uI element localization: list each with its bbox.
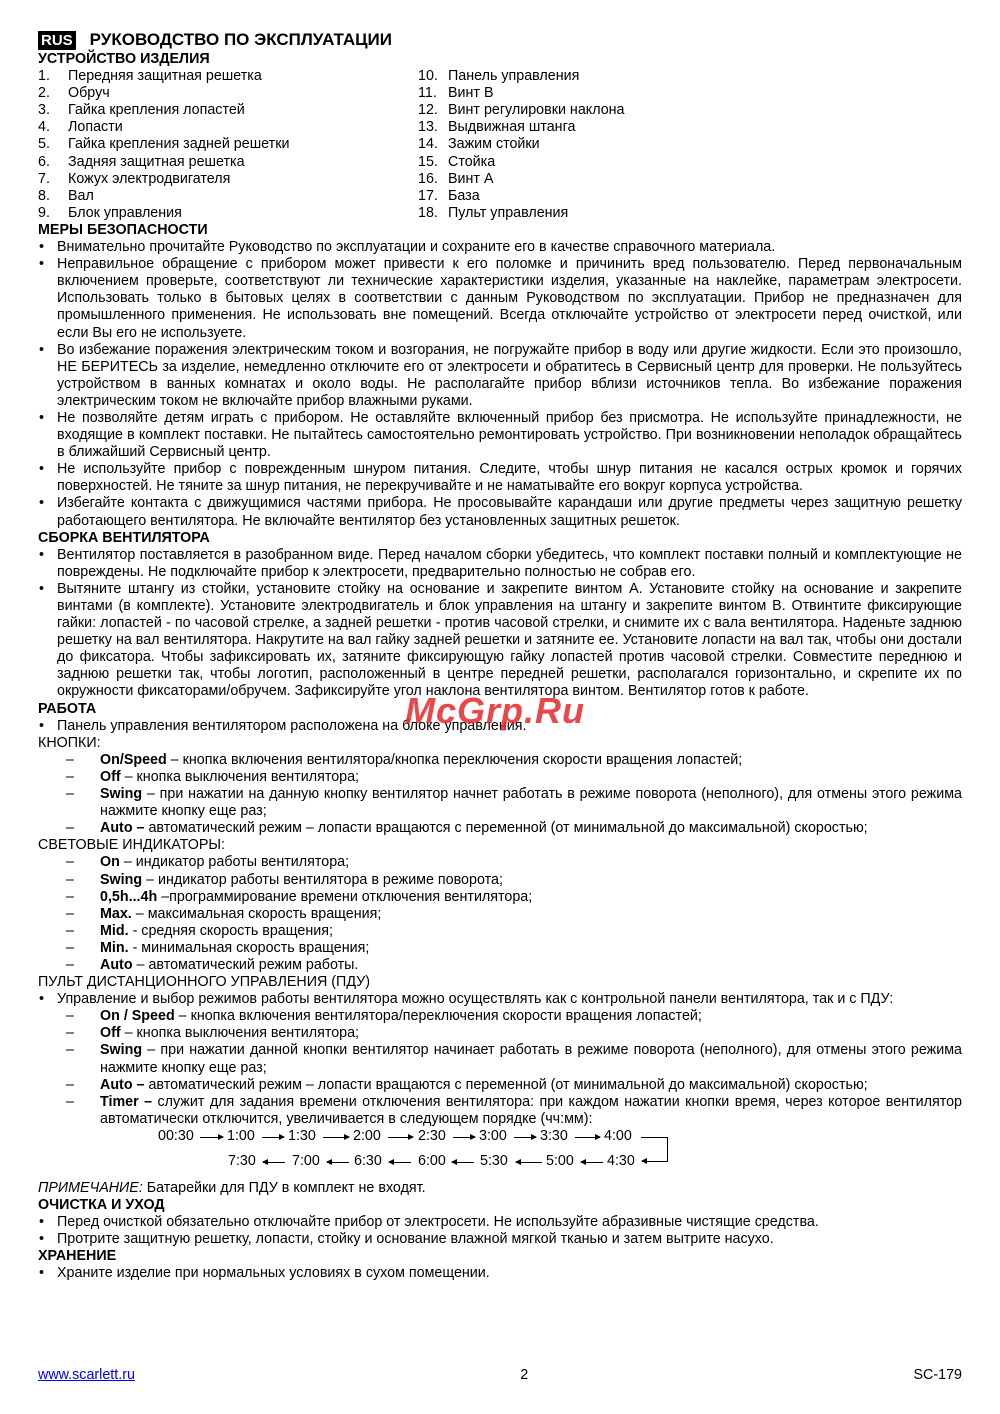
remote-desc: – кнопка выключения вентилятора; [120, 1025, 360, 1042]
list-item [38, 854, 962, 871]
part-label: Выдвижная штанга [448, 119, 576, 136]
list-item [38, 1077, 962, 1094]
page-number: 2 [520, 1367, 529, 1383]
part-item [38, 136, 418, 153]
indicator-key: Swing [100, 871, 143, 888]
list-item: • Не используйте прибор с поврежденным шнуром питания. Следите, чтобы шнур питания не касался острых кромок и горячих поверхностей. Не тяните за шнур питания, не перекручивайте и не наматывайте его вокруг корпуса устройства. [38, 461, 962, 495]
list-item: • Избегайте контакта с движущимися частями прибора. Не просовывайте карандаши или другие предметы через защитную решетку работающего вентилятора. Не включайте вентилятор без установленных защитных решеток. [38, 495, 962, 529]
list-item: • Вытяните штангу из стойки, установите стойку на основание и закрепите винтом А. Установите стойку на основание и закрепите винтами (в комплекте). Установите электродвигатель и блок управления на штангу и закрепите винтом B. Отвинтите фиксирующие гайки: лопастей - по часовой стрелке, а задней решетки - против часовой стрелки, и снимите их с вала вентилятора. Наденьте заднюю решетку на вал вентилятора. Накрутите на вал гайку задней решетки и затяните ее. Установите лопасти на вал так, чтобы они достали до фиксатора. Чтобы зафиксировать их, затяните фиксирующую гайку лопастей против часовой стрелки. Совместите переднюю и заднюю решетки так, чтобы логотип, расположенный в центре передней решетки, располагался горизонтально, и скрепите их по окружности фиксаторами/обручем. Зафиксируйте угол наклона вентилятора винтом. Вентилятор готов к работе. [38, 581, 962, 701]
arrow-right-icon [575, 1137, 600, 1138]
manual-page [38, 30, 962, 1282]
indicator-desc: - средняя скорость вращения; [128, 922, 333, 939]
list-item: • Неправильное обращение с прибором может привести к его поломке и причинить вред пользователю. Перед первоначальным включением проверьте, соответствуют ли технические характеристики изделия, указанные на наклейке, параметрам электросети. Использовать только в бытовых целях в соответствии с данным Руководством по эксплуатации. Прибор не предназначен для промышленного применения. Не использовать вне помещений. Всегда отключайте устройство от электросети перед очисткой, или если Вы его не используете. [38, 256, 962, 341]
indicators-list [38, 854, 962, 974]
part-label: Винт B [448, 85, 494, 102]
part-label: Обруч [68, 85, 110, 102]
indicator-desc: – автоматический режим работы. [132, 956, 359, 973]
button-key: Auto – [100, 820, 145, 837]
arrow-right-icon [323, 1137, 349, 1138]
list-item: • Вентилятор поставляется в разобранном виде. Перед началом сборки убедитесь, что комплект поставки полный и комплектующие не повреждены. Не подключайте прибор к электросети, предварительно полностью не собрав его. [38, 547, 962, 581]
arrow-right-icon [200, 1137, 223, 1138]
timer-value: 2:00 [353, 1127, 381, 1144]
part-number: 16. [418, 170, 438, 187]
operation-heading: РАБОТА [38, 700, 97, 717]
list-item [38, 889, 962, 906]
buttons-heading: КНОПКИ: [38, 734, 101, 751]
timer-value: 1:00 [227, 1127, 255, 1144]
part-label: Стойка [448, 153, 496, 170]
timer-value: 4:30 [607, 1152, 635, 1169]
indicator-desc: – индикатор работы вентилятора; [119, 854, 350, 871]
list-item [38, 940, 962, 957]
part-number: 17. [418, 187, 438, 204]
part-label: Винт регулировки наклона [448, 102, 625, 119]
part-label: Гайка крепления лопастей [68, 102, 245, 119]
remote-desc: – кнопка включения вентилятора/переключения скорости вращения лопастей; [174, 1008, 702, 1025]
indicator-desc: – максимальная скорость вращения; [131, 905, 382, 922]
list-item: • Панель управления вентилятором расположена на блоке управления. [38, 718, 962, 735]
list-item: • Внимательно прочитайте Руководство по эксплуатации и сохраните его в качестве справочного материала. [38, 239, 962, 256]
arrow-left-icon [389, 1162, 411, 1163]
part-label: Блок управления [68, 204, 182, 221]
button-desc: – при нажатии на данную кнопку вентилятор начнет работать в режиме поворота (неполного), для отмены этого режима нажмите кнопку еще раз; [100, 786, 962, 820]
list-item [38, 1094, 962, 1128]
part-number: 14. [418, 136, 438, 153]
part-item [418, 102, 962, 119]
arrow-right-icon [388, 1137, 413, 1138]
timer-value: 7:00 [292, 1152, 320, 1169]
part-number: 7. [38, 170, 50, 187]
button-desc: – кнопка выключения вентилятора; [120, 768, 360, 785]
part-number: 13. [418, 119, 438, 136]
indicator-desc: – индикатор работы вентилятора в режиме поворота; [142, 871, 503, 888]
safety-heading: МЕРЫ БЕЗОПАСНОСТИ [38, 221, 208, 238]
timer-value: 4:00 [604, 1127, 632, 1144]
watermark: McGrp.Ru [405, 690, 586, 731]
part-item [418, 85, 962, 102]
list-item: • Протрите защитную решетку, лопасти, стойку и основание влажной мягкой тканью и затем вытрите насухо. [38, 1231, 962, 1248]
remote-key: Off [100, 1025, 121, 1042]
part-label: Передняя защитная решетка [68, 68, 262, 85]
remote-list [38, 1008, 962, 1128]
part-item [38, 119, 418, 136]
cleaning-list [38, 1214, 962, 1248]
button-key: Swing [100, 786, 143, 803]
remote-key: Auto – [100, 1076, 145, 1093]
list-item [38, 786, 962, 820]
device-heading: УСТРОЙСТВО ИЗДЕЛИЯ [38, 51, 210, 67]
list-item: • Храните изделие при нормальных условиях в сухом помещении. [38, 1265, 962, 1282]
note-text: Батарейки для ПДУ в комплект не входят. [142, 1179, 426, 1196]
indicators-heading: СВЕТОВЫЕ ИНДИКАТОРЫ: [38, 837, 225, 854]
part-number: 8. [38, 187, 50, 204]
part-label: Винт А [448, 170, 494, 187]
part-item [418, 171, 962, 188]
arrow-right-icon [262, 1137, 284, 1138]
remote-desc: автоматический режим – лопасти вращаются с переменной (от минимальной до максимальной) скоростью; [144, 1076, 868, 1093]
loop-line-vertical [667, 1137, 668, 1161]
parts-column-right [418, 68, 962, 222]
model-number: SC-179 [913, 1367, 962, 1383]
indicator-key: 0,5h...4h [100, 888, 158, 905]
indicator-key: Mid. [100, 922, 129, 939]
arrow-right-icon [514, 1137, 536, 1138]
list-item [38, 906, 962, 923]
part-item [38, 205, 418, 222]
list-item: • Управление и выбор режимов работы вентилятора можно осуществлять как с контрольной панели вентилятора, так и с ПДУ: [38, 991, 962, 1008]
buttons-list [38, 752, 962, 837]
part-number: 18. [418, 204, 438, 221]
part-number: 15. [418, 153, 438, 170]
timer-value: 3:30 [540, 1127, 568, 1144]
timer-sequence-diagram [38, 1128, 962, 1180]
part-number: 9. [38, 204, 50, 221]
part-number: 11. [418, 85, 437, 102]
part-item [38, 68, 418, 85]
arrow-left-icon [263, 1162, 285, 1163]
indicator-desc: –программирование времени отключения вентилятора; [157, 888, 533, 905]
storage-list [38, 1265, 962, 1282]
arrow-left-icon [516, 1162, 542, 1163]
part-number: 1. [38, 68, 50, 85]
list-item [38, 872, 962, 889]
timer-value: 3:00 [479, 1127, 507, 1144]
remote-key: On / Speed [100, 1008, 175, 1025]
button-key: Off [100, 768, 121, 785]
list-item: • Во избежание поражения электрическим током и возгорания, не погружайте прибор в воду или другие жидкости. Если это произошло, НЕ БЕРИТЕСЬ за изделие, немедленно отключите его от электросети и обратитесь в Сервисный центр для проверки. Не пользуйтесь устройством в ванных комнатах и около воды. Не располагайте прибор вблизи источников тепла. Во избежание поражения электрическим током не включайте прибор влажными руками. [38, 342, 962, 410]
part-number: 5. [38, 136, 50, 153]
page-title: РУКОВОДСТВО ПО ЭКСПЛУАТАЦИИ [89, 30, 392, 50]
arrow-left-icon [642, 1161, 668, 1162]
part-label: База [448, 187, 480, 204]
part-label: Зажим стойки [448, 136, 540, 153]
part-item [418, 136, 962, 153]
part-label: Задняя защитная решетка [68, 153, 245, 170]
indicator-key: Max. [100, 905, 132, 922]
part-item [418, 119, 962, 136]
button-desc: – кнопка включения вентилятора/кнопка переключения скорости вращения лопастей; [166, 751, 743, 768]
title-row [38, 30, 962, 50]
part-label: Гайка крепления задней решетки [68, 136, 290, 153]
timer-value: 00:30 [158, 1127, 194, 1144]
button-desc: автоматический режим – лопасти вращаются с переменной (от минимальной до максимальной) скоростью; [144, 820, 868, 837]
timer-value: 7:30 [228, 1152, 256, 1169]
indicator-key: Auto [100, 956, 133, 973]
storage-heading: ХРАНЕНИЕ [38, 1248, 117, 1265]
note-label: ПРИМЕЧАНИЕ: [38, 1179, 143, 1196]
arrow-left-icon [452, 1162, 474, 1163]
parts-list [38, 68, 962, 222]
part-number: 6. [38, 153, 50, 170]
list-item [38, 957, 962, 974]
part-item [38, 154, 418, 171]
part-item [38, 102, 418, 119]
part-label: Вал [68, 187, 94, 204]
part-label: Пульт управления [448, 204, 569, 221]
remote-key: Swing [100, 1042, 143, 1059]
arrow-left-icon [581, 1162, 603, 1163]
part-number: 12. [418, 102, 438, 119]
part-item [38, 171, 418, 188]
part-item [418, 68, 962, 85]
part-number: 4. [38, 119, 50, 136]
timer-value: 1:30 [288, 1127, 316, 1144]
timer-value: 6:00 [418, 1152, 446, 1169]
remote-heading: ПУЛЬТ ДИСТАНЦИОННОГО УПРАВЛЕНИЯ (ПДУ) [38, 974, 371, 991]
list-item: • Не позволяйте детям играть с прибором. Не оставляйте включенный прибор без присмотра. Не используйте принадлежности, не входящие в комплект поставки. Не пытайтесь самостоятельно ремонтировать устройство. При возникновении неполадок обращайтесь в ближайший Сервисный центр. [38, 410, 962, 461]
timer-value: 5:00 [546, 1152, 574, 1169]
language-badge: RUS [38, 31, 76, 50]
remote-key: Timer – [100, 1093, 153, 1110]
part-item [418, 188, 962, 205]
list-item: • Перед очисткой обязательно отключайте прибор от электросети. Не используйте абразивные чистящие средства. [38, 1214, 962, 1231]
part-item [38, 188, 418, 205]
timer-value: 2:30 [418, 1127, 446, 1144]
list-item [38, 1008, 962, 1025]
website-link[interactable]: www.scarlett.ru [38, 1367, 135, 1383]
remote-intro-list [38, 991, 962, 1008]
part-label: Кожух электродвигателя [68, 170, 231, 187]
assembly-list [38, 547, 962, 701]
safety-list [38, 239, 962, 530]
list-item [38, 752, 962, 769]
list-item [38, 820, 962, 837]
part-item [418, 154, 962, 171]
list-item [38, 1025, 962, 1042]
part-number: 3. [38, 102, 50, 119]
timer-value: 6:30 [354, 1152, 382, 1169]
part-label: Лопасти [68, 119, 123, 136]
list-item [38, 1042, 962, 1076]
assembly-heading: СБОРКА ВЕНТИЛЯТОРА [38, 529, 210, 546]
parts-column-left [38, 68, 418, 222]
list-item [38, 923, 962, 940]
part-number: 10. [418, 68, 438, 85]
arrow-left-icon [327, 1162, 349, 1163]
loop-line-top [641, 1137, 667, 1138]
indicator-desc: - минимальная скорость вращения; [128, 939, 370, 956]
part-number: 2. [38, 85, 50, 102]
remote-desc: служит для задания времени отключения вентилятора: при каждом нажатии кнопки время, через которое вентилятор автоматически отключится, увеличивается в следующем порядке (чч:мм): [100, 1093, 962, 1127]
cleaning-heading: ОЧИСТКА И УХОД [38, 1197, 165, 1213]
part-item [418, 205, 962, 222]
page-footer [38, 1367, 962, 1383]
arrow-right-icon [453, 1137, 475, 1138]
note [38, 1180, 962, 1197]
list-item [38, 769, 962, 786]
indicator-key: Min. [100, 939, 129, 956]
button-key: On/Speed [100, 751, 167, 768]
part-item [38, 85, 418, 102]
remote-desc: – при нажатии данной кнопки вентилятор начинает работать в режиме поворота (неполного), для отмены этого режима нажмите кнопку еще раз; [100, 1042, 962, 1076]
indicator-key: On [100, 854, 120, 871]
timer-value: 5:30 [480, 1152, 508, 1169]
part-label: Панель управления [448, 68, 580, 85]
